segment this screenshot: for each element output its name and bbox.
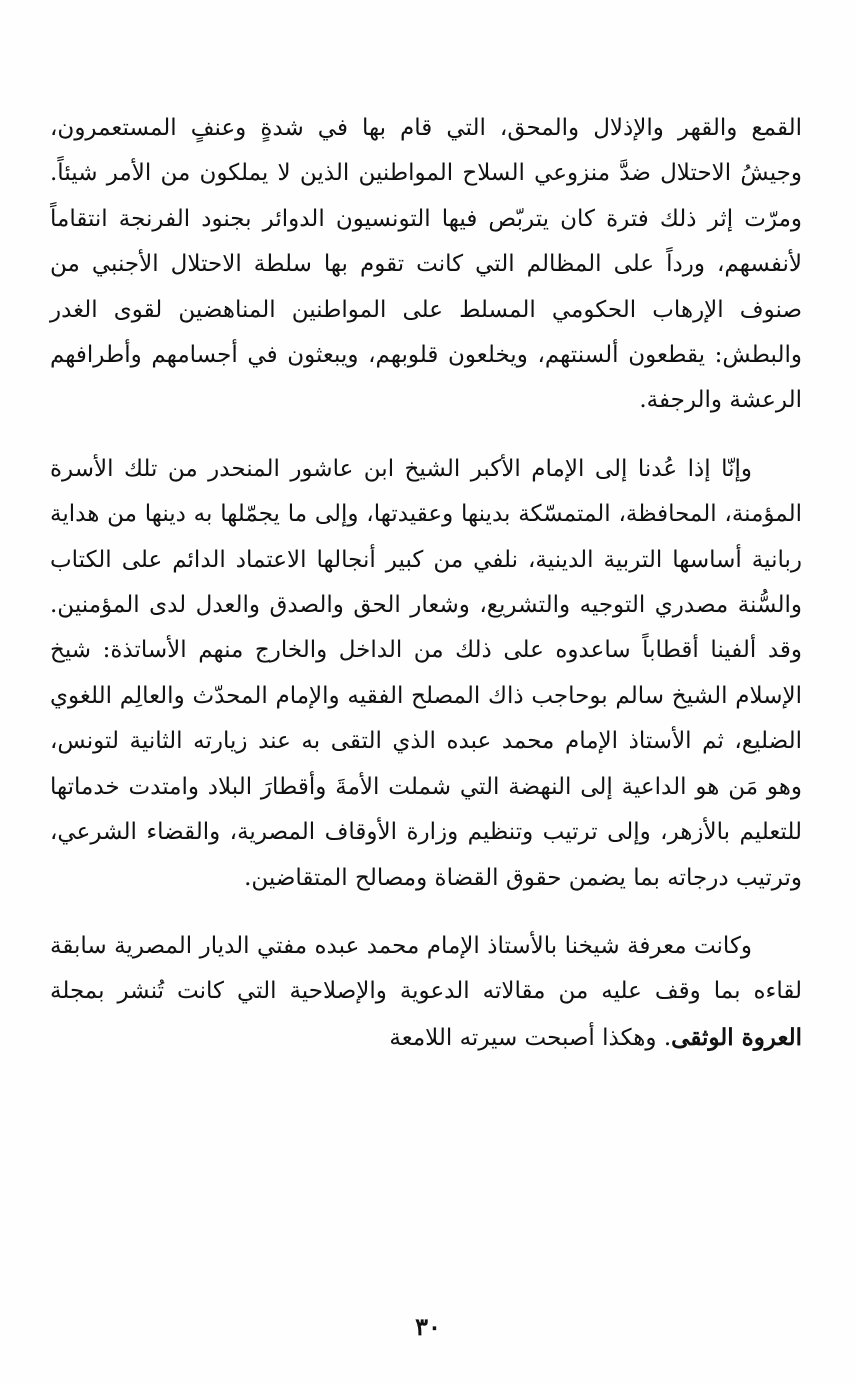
paragraph-1: القمع والقهر والإذلال والمحق، التي قام بها في شدةٍ وعنفٍ المستعمرون، وجيشُ الاحتلال ضدَّ منزوعي السلاح المواطنين الذين لا يملكون من الأمر شيئاً. ومرّت إثر ذلك فترة كان يتربّص فيها التونسيون الدوائر بجنود الفرنجة انتقاماً لأنفسهم، ورداً على المظالم التي كانت تقوم بها سلطة الاحتلال الأجنبي من صنوف الإرهاب الحكومي المسلط على المواطنين المناهضين لقوى الغدر والبطش: يقطعون ألسنتهم، ويخلعون قلوبهم، ويبعثون في أجسامهم وأطرافهم الرعشة والرجفة. [50, 115, 803, 414]
paragraph-3-text-end: . وهكذا أصبحت سيرته اللامعة [389, 1024, 672, 1051]
paragraph-3-text-start: وكانت معرفة شيخنا بالأستاذ الإمام محمد عبده مفتي الديار المصرية سابقة لقاءه بما وقف عليه من مقالاته الدعوية والإصلاحية التي كانت تُنشر بمجلة [50, 932, 802, 1005]
page-number: ٣٠ [415, 1312, 441, 1341]
paragraph-2: وإنّا إذا عُدنا إلى الإمام الأكبر الشيخ ابن عاشور المنحدر من تلك الأسرة المؤمنة، المحافظة، المتمسّكة بدينها وعقيدتها، وإلى ما يجمّلها به دينها من هداية ربانية أساسها التربية الدينية، نلفي من كبير أنجالها الاعتماد الدائم على الكتاب والسُّنة مصدري التوجيه والتشريع، وشعار الحق والصدق والعدل لدى المؤمنين. وقد ألفينا أقطاباً ساعدوه على ذلك من الداخل والخارج منهم الأساتذة: شيخ الإسلام الشيخ سالم بوحاجب ذاك المصلح الفقيه والإمام المحدّث والعالِم اللغوي الضليع، ثم الأستاذ الإمام محمد عبده الذي التقى به عند زيارته الثانية لتونس، وهو مَن هو الداعية إلى النهضة التي شملت الأمةَ وأقطارَ البلاد وامتدت خدماتها للتعليم بالأزهر، وإلى ترتيب وتنظيم وزارة الأوقاف المصرية، والقضاء الشرعي، وترتيب درجاته بما يضمن حقوق القضاة ومصالح المتقاضين. [50, 455, 802, 891]
journal-name: العروة الوثقى [671, 1023, 802, 1051]
body-text [50, 106, 802, 1061]
paragraph-3 [50, 924, 802, 1061]
